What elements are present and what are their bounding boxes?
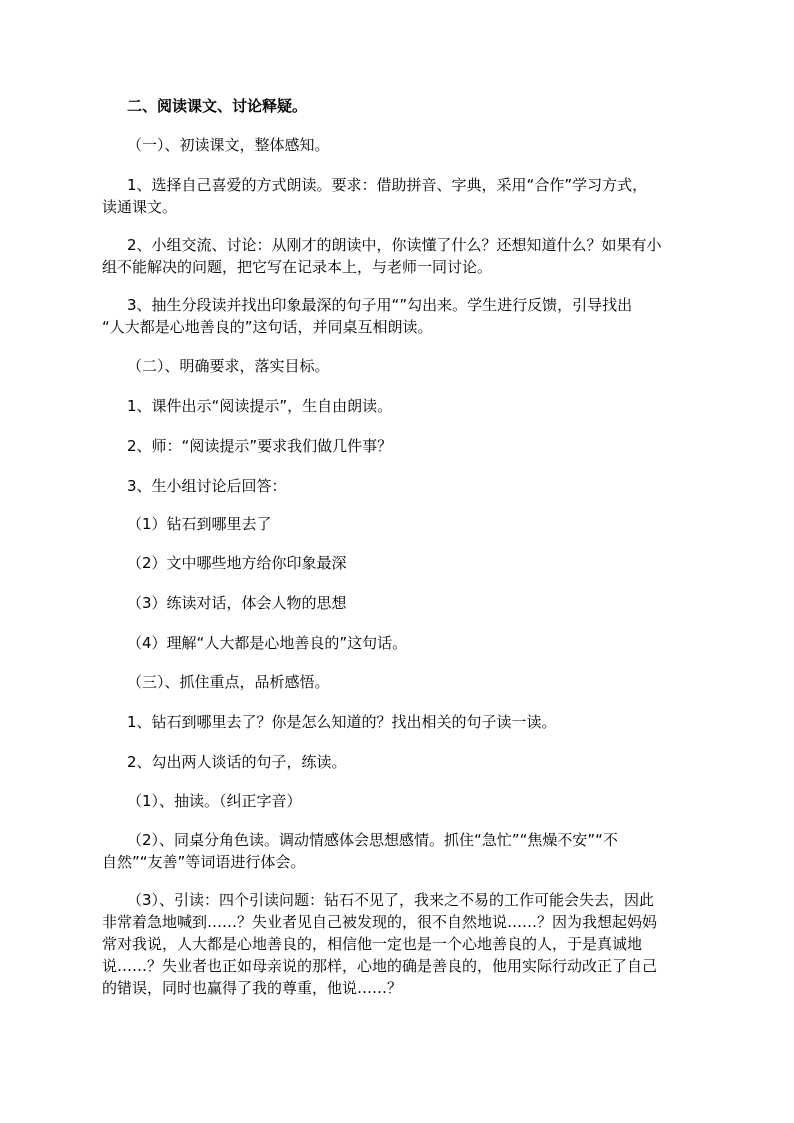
paragraph-line: 1、课件出示“阅读提示”，生自由朗读。 <box>127 397 393 415</box>
paragraph-line: 1、选择自己喜爱的方式朗读。要求：借助拼音、字典，采用“合作”学习方式， <box>127 176 648 194</box>
paragraph-line: 3、生小组讨论后回答： <box>127 477 287 495</box>
paragraph-line: （2）、同桌分角色读。调动情感体会思想感情。抓住“急忙”“焦燥不安”“不 <box>127 831 618 849</box>
list-item: （4）理解“人大都是心地善良的”这句话。 <box>127 634 408 652</box>
paragraph-line: 3、抽生分段读并找出印象最深的句子用“”勾出来。学生进行反馈，引导找出 <box>127 296 633 314</box>
paragraph-line: 2、师：“阅读提示”要求我们做几件事？ <box>127 437 393 455</box>
paragraph-line: “人大都是心地善良的”这句话，并同桌互相朗读。 <box>102 318 433 336</box>
subheading-2: （二）、明确要求，落实目标。 <box>127 357 330 375</box>
paragraph-line: 1、钻石到哪里去了？你是怎么知道的？找出相关的句子读一读。 <box>127 713 557 731</box>
paragraph-line: 说……？失业者也正如母亲说的那样，心地的确是善良的，他用实际行动改正了自己 <box>102 957 658 975</box>
paragraph-line: （1）、抽读。（纠正字音） <box>127 792 302 810</box>
paragraph-line: 常对我说，人大都是心地善良的，相信他一定也是一个心地善良的人，于是真诚地 <box>102 935 643 953</box>
paragraph-line: 组不能解决的问题，把它写在记录本上，与老师一同讨论。 <box>102 258 493 276</box>
paragraph-line: （3）、引读：四个引读问题：钻石不见了，我来之不易的工作可能会失去，因此 <box>127 891 655 909</box>
list-item: （1）钻石到哪里去了 <box>127 515 272 533</box>
subheading-3: （三）、抓住重点，品析感悟。 <box>127 673 330 691</box>
section-heading: 二、阅读课文、讨论释疑。 <box>127 97 308 115</box>
paragraph-line: 读通课文。 <box>102 198 178 216</box>
list-item: （2）文中哪些地方给你印象最深 <box>127 554 347 572</box>
paragraph-line: 自然”“友善”等词语进行体会。 <box>102 853 306 871</box>
paragraph-line: 的错误，同时也赢得了我的尊重，他说……？ <box>102 979 403 997</box>
paragraph-line: 非常着急地喊到……？失业者见自己被发现的，很不自然地说……？因为我想起妈妈 <box>102 913 658 931</box>
paragraph-line: 2、小组交流、讨论：从刚才的朗读中，你读懂了什么？还想知道什么？如果有小 <box>127 236 662 254</box>
subheading-1: （一）、初读课文，整体感知。 <box>127 136 330 154</box>
list-item: （3）练读对话，体会人物的思想 <box>127 594 347 612</box>
paragraph-line: 2、勾出两人谈话的句子，练读。 <box>127 753 347 771</box>
